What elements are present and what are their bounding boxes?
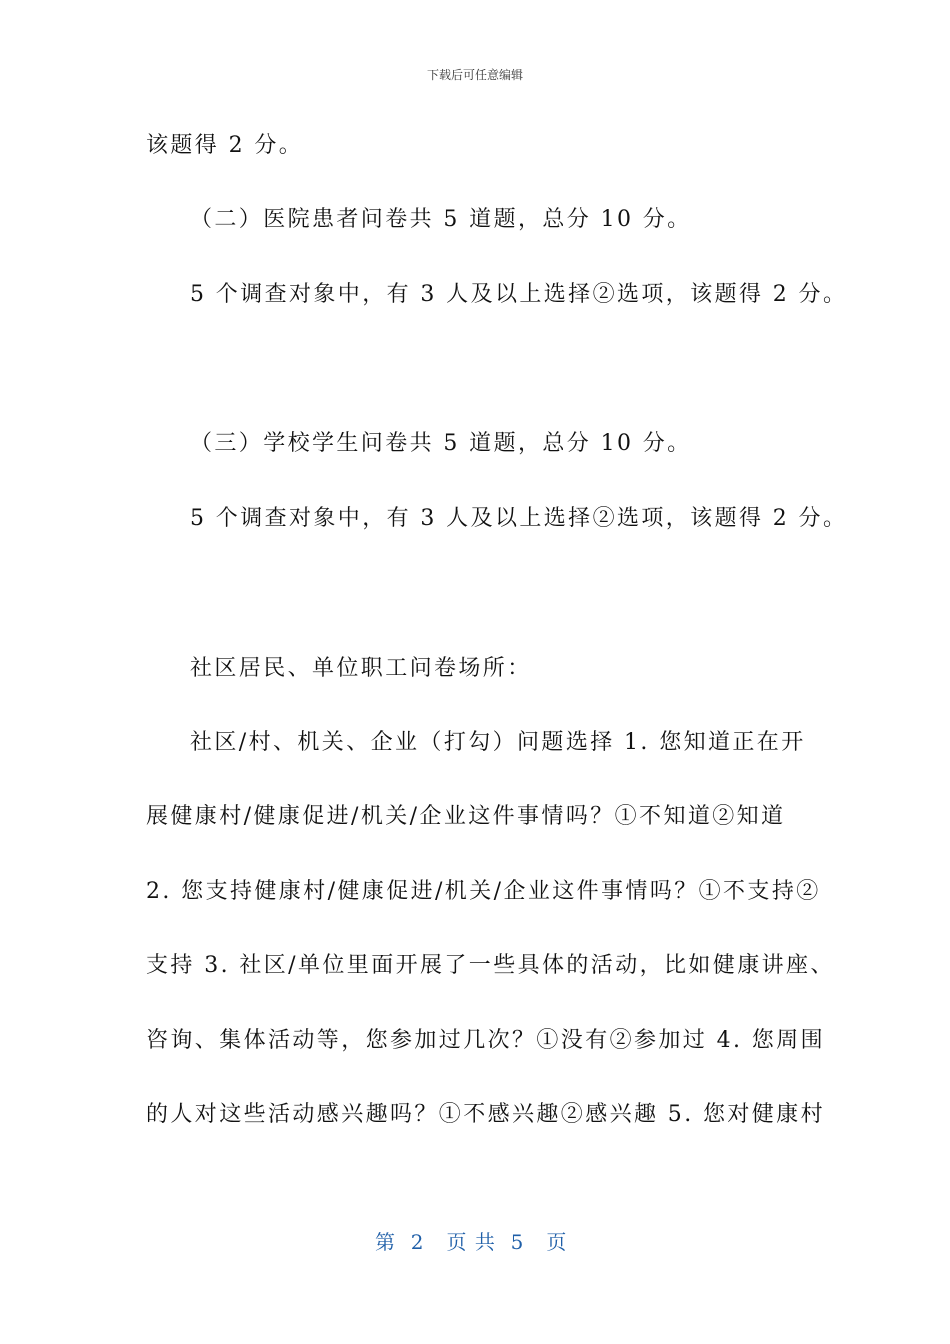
text-line-8: 展健康村/健康促进/机关/企业这件事情吗？①不知道②知道 (146, 804, 786, 829)
text-line-7: 社区/村、机关、企业（打勾）问题选择 1. 您知道正在开 (190, 730, 806, 755)
text-line-1: 该题得 2 分。 (146, 133, 304, 158)
text-line-12: 的人对这些活动感兴趣吗？①不感兴趣②感兴趣 5. 您对健康村 (146, 1102, 825, 1127)
text-line-3: 5 个调查对象中，有 3 人及以上选择②选项，该题得 2 分。 (190, 282, 848, 307)
text-line-4: （三）学校学生问卷共 5 道题，总分 10 分。 (190, 431, 692, 456)
page-header: 下载后可任意编辑 (426, 68, 523, 82)
text-line-11: 咨询、集体活动等，您参加过几次？①没有②参加过 4. 您周围 (146, 1028, 825, 1053)
text-line-2: （二）医院患者问卷共 5 道题，总分 10 分。 (190, 207, 692, 232)
text-line-9: 2. 您支持健康村/健康促进/机关/企业这件事情吗？①不支持② (146, 879, 821, 904)
text-line-10: 支持 3. 社区/单位里面开展了一些具体的活动，比如健康讲座、 (146, 953, 835, 978)
text-line-5: 5 个调查对象中，有 3 人及以上选择②选项，该题得 2 分。 (190, 506, 848, 531)
page-number-footer: 第 2 页 共 5 页 (375, 1230, 568, 1254)
text-line-6: 社区居民、单位职工问卷场所： (190, 656, 532, 681)
